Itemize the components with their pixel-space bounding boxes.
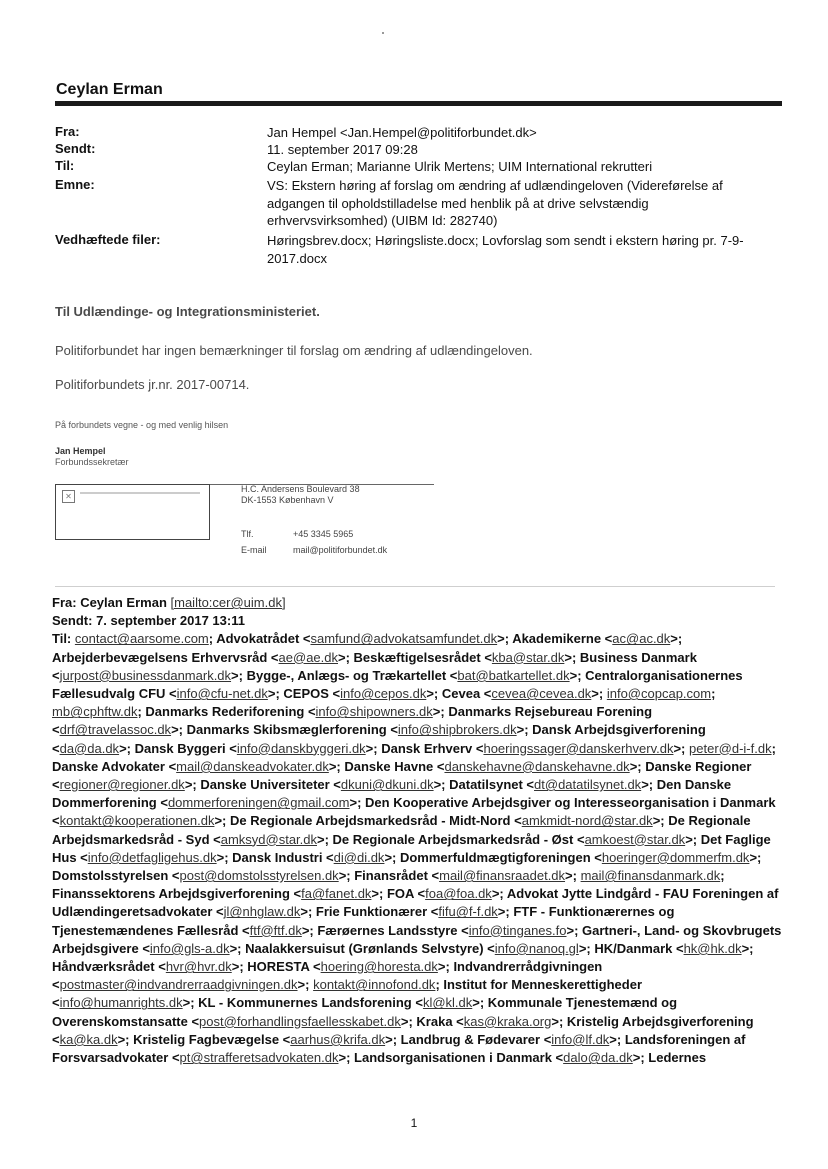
- recipient-email-link[interactable]: mail@finansdanmark.dk: [580, 868, 721, 884]
- recipient-text: >; Indvandrerrådgivningen <: [52, 959, 603, 993]
- fwd-from-name: Ceylan Erman: [80, 595, 167, 610]
- recipient-email-link[interactable]: mail@finansraadet.dk: [439, 868, 566, 884]
- body-text: Politiforbundet har ingen bemærkninger til forslag om ændring af udlændingeloven.: [55, 343, 533, 358]
- email-label: E-mail: [241, 545, 267, 555]
- recipient-text: >; Kommunale Tjenestemænd og Overenskomstansatte <: [52, 995, 678, 1029]
- title-rule: [55, 101, 782, 106]
- closing: På forbundets vegne - og med venlig hilsen: [55, 420, 229, 430]
- recipient-text: >; Naalakkersuisut (Grønlands Selvstyre) <: [229, 940, 495, 956]
- recipient-text: >; Håndværksrådet <: [52, 940, 754, 975]
- recipient-email-link[interactable]: hk@hk.dk: [683, 940, 742, 956]
- recipient-email-link[interactable]: postmaster@indvandrerraadgivningen.dk: [59, 977, 298, 993]
- recipient-text: >; Finansrådet <: [338, 868, 440, 884]
- scan-speck: [382, 32, 384, 34]
- recipient-email-link[interactable]: mail@danskeadvokater.dk: [176, 758, 329, 774]
- recipient-text: >; Dansk Arbejdsgiverforening <: [52, 722, 706, 756]
- recipient-text: >; Kraka <: [400, 1013, 464, 1029]
- recipient-email-link[interactable]: info@copcap.com: [606, 686, 712, 702]
- fwd-sent-value: 7. september 2017 13:11: [96, 613, 245, 629]
- recipient-email-link[interactable]: info@danskbyggeri.dk: [236, 740, 366, 756]
- recipient-email-link[interactable]: amkmidt-nord@star.dk: [521, 813, 653, 829]
- recipient-email-link[interactable]: amkoest@star.dk: [584, 831, 686, 847]
- recipient-email-link[interactable]: kba@star.dk: [491, 649, 565, 665]
- recipient-email-link[interactable]: info@humanrights.dk: [59, 995, 183, 1011]
- from-label: Fra:: [55, 124, 80, 139]
- recipient-text: ; Institut for Menneskerettigheder <: [52, 977, 643, 1011]
- recipient-text: >; CEPOS <: [267, 686, 341, 702]
- recipient-email-link[interactable]: info@cfu-net.dk: [176, 686, 268, 702]
- recipient-text: >; Bygge-, Anlægs- og Trækartellet <: [231, 667, 458, 683]
- recipient-email-link[interactable]: amksyd@star.dk: [220, 831, 317, 847]
- recipient-text: >; FOA <: [371, 886, 426, 902]
- recipient-email-link[interactable]: regioner@regioner.dk: [59, 777, 185, 793]
- recipient-text: ; Danmarks Rederiforening <: [137, 704, 316, 720]
- greeting: Til Udlændinge- og Integrationsministeriet.: [55, 304, 320, 319]
- recipient-email-link[interactable]: foa@foa.dk: [425, 886, 492, 902]
- address-line-1: H.C. Andersens Boulevard 38: [241, 484, 360, 494]
- recipient-email-link[interactable]: fa@fanet.dk: [301, 886, 372, 902]
- recipient-text: >; Danmarks Rejsebureau Forening <: [52, 704, 653, 738]
- fwd-to-label: Til:: [52, 631, 72, 647]
- tel-value: +45 3345 5965: [293, 529, 354, 539]
- recipient-text: >; HK/Danmark <: [578, 940, 684, 956]
- recipient-email-link[interactable]: ftf@ftf.dk: [249, 922, 302, 938]
- to-value: Ceylan Erman; Marianne Ulrik Mertens; UIM International rekrutteri: [267, 159, 653, 174]
- recipient-text: >; De Regionale Arbejdsmarkedsråd - Midt-Nord <: [214, 813, 522, 829]
- recipient-email-link[interactable]: dommerforeningen@gmail.com: [167, 795, 350, 811]
- recipient-email-link[interactable]: mb@cphftw.dk: [52, 704, 138, 720]
- recipient-text: >; Datatilsynet <: [433, 777, 535, 793]
- recipient-list: [52, 630, 782, 1067]
- recipient-text: ; Danske Advokater <: [52, 740, 776, 774]
- fwd-mailto-link[interactable]: [mailto:cer@uim.dk]: [170, 595, 286, 610]
- recipient-email-link[interactable]: bat@batkartellet.dk: [457, 667, 570, 683]
- recipients: [52, 631, 781, 1065]
- recipient-text: >; Landbrug & Fødevarer <: [385, 1031, 552, 1047]
- recipient-email-link[interactable]: cevea@cevea.dk: [491, 686, 592, 702]
- recipient-text: >; Det Faglige Hus <: [52, 831, 771, 865]
- recipient-text: >; Gartneri-, Land- og Skovbrugets Arbejdsgivere <: [52, 922, 782, 956]
- recipient-text: >; FTF - Funktionærernes og Tjenestemændenes Fællesråd <: [52, 904, 675, 938]
- recipient-text: >; De Regionale Arbejdsmarkedsråd - Øst <: [317, 831, 585, 847]
- recipient-text: >; Danske Universiteter <: [184, 777, 341, 793]
- recipient-text: >; Den Kooperative Arbejdsgiver og Interesseorganisation i Danmark <: [52, 795, 776, 829]
- recipient-text: >; Danmarks Skibsmæglerforening <: [171, 722, 398, 738]
- recipient-text: >; Arbejderbevægelsens Erhvervsråd <: [52, 631, 683, 665]
- recipient-email-link[interactable]: hoeringer@dommerfm.dk: [601, 849, 750, 865]
- recipient-text: ; Advokatrådet <: [208, 631, 311, 647]
- recipient-text: >; Dansk Byggeri <: [119, 740, 237, 756]
- signature-name: Jan Hempel: [55, 446, 106, 456]
- broken-image-icon: ✕: [62, 490, 75, 503]
- recipient-text: >; Den Danske Dommerforening <: [52, 777, 732, 811]
- recipient-text: >; Kristelig Fagbevægelse <: [117, 1031, 291, 1047]
- recipient-text: >; Ledernes: [632, 1050, 707, 1066]
- recipient-email-link[interactable]: hoeringssager@danskerhverv.dk: [483, 740, 674, 756]
- recipient-text: >; Landsforeningen af Forsvarsadvokater <: [52, 1031, 746, 1066]
- attachments-label: Vedhæftede filer:: [55, 232, 161, 247]
- recipient-email-link[interactable]: ka@ka.dk: [59, 1031, 118, 1047]
- recipient-text: >; HORESTA <: [231, 959, 321, 975]
- fwd-sent-label: Sendt:: [52, 613, 93, 629]
- recipient-email-link[interactable]: contact@aarsome.com: [74, 631, 209, 647]
- recipient-email-link[interactable]: aarhus@krifa.dk: [290, 1031, 386, 1047]
- sent-label: Sendt:: [55, 141, 96, 156]
- journal-number: Politiforbundets jr.nr. 2017-00714.: [55, 377, 250, 392]
- recipient-email-link[interactable]: fifu@f-f.dk: [438, 904, 498, 920]
- recipient-email-link[interactable]: info@shipbrokers.dk: [397, 722, 517, 738]
- recipient-email-link[interactable]: dkuni@dkuni.dk: [340, 777, 434, 793]
- signature-title: Forbundssekretær: [55, 457, 129, 467]
- logo-placeholder-line: [80, 492, 200, 494]
- recipient-email-link[interactable]: info@nanoq.gl: [494, 940, 579, 956]
- recipient-text: >; Landsorganisationen i Danmark <: [338, 1050, 564, 1066]
- recipient-text: >; Akademikerne <: [497, 631, 613, 647]
- recipient-email-link[interactable]: jl@nhglaw.dk: [223, 904, 301, 920]
- recipient-email-link[interactable]: jurpost@businessdanmark.dk: [59, 667, 232, 683]
- recipient-email-link[interactable]: info@cepos.dk: [340, 686, 427, 702]
- recipient-email-link[interactable]: kontakt@innofond.dk: [313, 977, 436, 993]
- recipient-text: ; Finanssektorens Arbejdsgiverforening <: [52, 868, 725, 902]
- tel-label: Tlf.: [241, 529, 254, 539]
- recipient-email-link[interactable]: kl@kl.dk: [422, 995, 473, 1011]
- recipient-email-link[interactable]: info@shipowners.dk: [315, 704, 433, 720]
- from-value: Jan Hempel <Jan.Hempel@politiforbundet.dk>: [267, 125, 537, 140]
- recipient-text: >; Færøernes Landsstyre <: [301, 922, 469, 938]
- page-number: 1: [410, 1116, 418, 1130]
- recipient-text: >; Centralorganisationernes Fællesudvalg CFU <: [52, 667, 743, 702]
- recipient-email-link[interactable]: kas@kraka.org: [463, 1013, 552, 1029]
- recipient-text: >; Dansk Industri <: [216, 849, 334, 865]
- recipient-email-link[interactable]: info@detfagligehus.dk: [87, 849, 217, 865]
- recipient-text: >; Kristelig Arbejdsgiverforening <: [52, 1013, 754, 1047]
- recipient-text: >;: [565, 868, 581, 884]
- recipient-text: >; KL - Kommunernes Landsforening <: [182, 995, 423, 1011]
- recipient-text: >; Dansk Erhverv <: [365, 740, 484, 756]
- recipient-text: >; Danske Havne <: [328, 758, 445, 774]
- recipient-email-link[interactable]: post@domstolsstyrelsen.dk: [179, 868, 339, 884]
- recipient-text: >;: [673, 740, 690, 756]
- to-label: Til:: [55, 158, 75, 173]
- sent-value: 11. september 2017 09:28: [267, 142, 418, 157]
- mailbox-owner: Ceylan Erman: [56, 81, 163, 98]
- forward-divider: [55, 586, 775, 587]
- forwarded-message: [52, 594, 782, 1067]
- recipient-email-link[interactable]: info@tinganes.fo: [468, 922, 567, 938]
- recipient-text: >; Beskæftigelsesrådet <: [338, 649, 492, 665]
- recipient-email-link[interactable]: ae@ae.dk: [278, 649, 338, 665]
- recipient-text: ;: [711, 686, 716, 702]
- address-line-2: DK-1553 København V: [241, 495, 334, 505]
- recipient-email-link[interactable]: di@di.dk: [333, 849, 385, 865]
- recipient-email-link[interactable]: samfund@advokatsamfundet.dk: [310, 631, 498, 647]
- recipient-email-link[interactable]: da@da.dk: [59, 740, 120, 756]
- recipient-text: >; Business Danmark <: [52, 649, 697, 683]
- recipient-text: >; Dommerfuldmægtigforeningen <: [384, 849, 602, 865]
- recipient-email-link[interactable]: dt@datatilsynet.dk: [534, 777, 642, 793]
- recipient-text: >; Domstolsstyrelsen <: [52, 849, 762, 884]
- recipient-text: >;: [297, 977, 314, 993]
- recipient-email-link[interactable]: kontakt@kooperationen.dk: [59, 813, 215, 829]
- recipient-email-link[interactable]: pt@strafferetsadvokaten.dk: [179, 1050, 339, 1066]
- recipient-email-link[interactable]: hvr@hvr.dk: [165, 959, 232, 975]
- subject-label: Emne:: [55, 177, 95, 192]
- recipient-email-link[interactable]: peter@d-i-f.dk: [689, 740, 772, 756]
- recipient-email-link[interactable]: danskehavne@danskehavne.dk: [444, 758, 630, 774]
- recipient-email-link[interactable]: drf@travelassoc.dk: [59, 722, 172, 738]
- recipient-text: >; Advokat Jytte Lindgård - FAU Foreningen af Udlændingeretsadvokater <: [52, 886, 779, 920]
- recipient-email-link[interactable]: info@lf.dk: [551, 1031, 610, 1047]
- recipient-email-link[interactable]: hoering@horesta.dk: [320, 959, 438, 975]
- recipient-text: >;: [591, 686, 607, 702]
- attachments-value: Høringsbrev.docx; Høringsliste.docx; Lovforslag som sendt i ekstern høring pr. 7-9-2017.docx: [267, 233, 744, 266]
- recipient-text: >; Danske Regioner <: [52, 758, 752, 793]
- recipient-email-link[interactable]: post@forhandlingsfaellesskabet.dk: [199, 1013, 401, 1029]
- recipient-email-link[interactable]: dalo@da.dk: [563, 1050, 633, 1066]
- email-value: mail@politiforbundet.dk: [293, 545, 388, 555]
- subject-value: VS: Ekstern høring af forslag om ændring af udlændingeloven (Videreførelse af adgangen til opholdstilladelse med henblik på at drive selvstændig erhvervsvirksomhed) (UIBM Id: 282740): [267, 178, 723, 228]
- recipient-text: >; Frie Funktionærer <: [300, 904, 439, 920]
- recipient-email-link[interactable]: info@gls-a.dk: [149, 940, 230, 956]
- recipient-email-link[interactable]: ac@ac.dk: [612, 631, 671, 647]
- fwd-from-label: Fra:: [52, 595, 77, 610]
- recipient-text: >; Cevea <: [426, 686, 492, 702]
- recipient-text: >; De Regionale Arbejdsmarkedsråd - Syd <: [52, 813, 751, 847]
